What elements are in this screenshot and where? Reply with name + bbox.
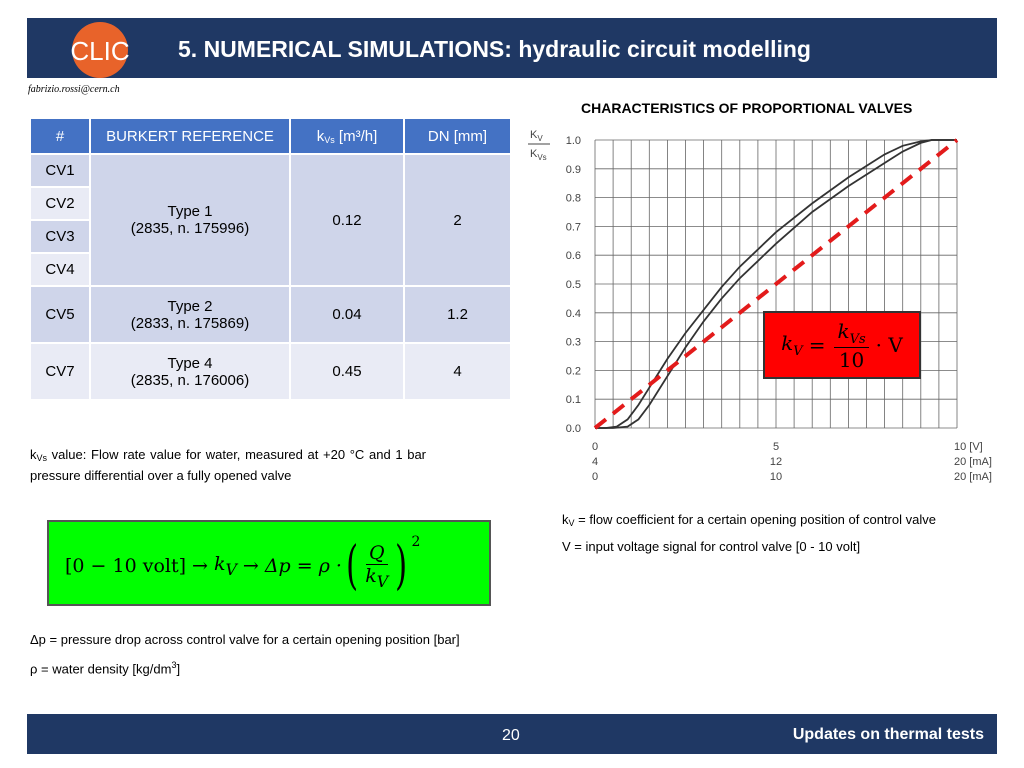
y-tick-label: 0.5 xyxy=(565,279,581,291)
valve-characteristic-chart xyxy=(520,120,1010,490)
y-axis-label xyxy=(528,129,550,162)
valve-kvs: 0.04 xyxy=(290,286,404,343)
x-tick-label: 10 xyxy=(769,471,783,483)
col-kvs-header: $k_{Vs}$ [m³/h] xyxy=(290,118,404,154)
x-tick-label: 20 [mA] xyxy=(954,456,992,468)
valve-id: CV4 xyxy=(30,253,90,286)
valve-kvs: 0.12 xyxy=(290,154,404,286)
x-tick-label: 4 xyxy=(591,456,599,468)
table-row xyxy=(30,343,511,400)
valve-id: CV1 xyxy=(30,154,90,187)
y-axis-ticks xyxy=(566,135,581,435)
author-email: fabrizio.rossi@cern.ch xyxy=(28,84,120,95)
valves-table xyxy=(29,117,512,401)
col-dn-header: DN [mm] xyxy=(404,118,511,154)
y-tick-label: 0.6 xyxy=(565,250,581,263)
table-row xyxy=(30,154,511,187)
valve-ref: Type 4 (2835, n. 176006) xyxy=(90,343,290,400)
pressure-formula-box xyxy=(47,520,491,606)
footer-title: Updates on thermal tests xyxy=(792,726,984,743)
chart-title: CHARACTERISTICS OF PROPORTIONAL VALVES xyxy=(581,100,913,116)
pressure-formula: [0 − 10 volt] → $k_V$ → Δp = ρ · ( $\frac{Q}{k_V}$ ) $^2$ xyxy=(65,534,421,596)
dp-note: Δp = pressure drop across control valve for a certain opening position [bar] xyxy=(30,632,460,647)
y-tick-label: 0.3 xyxy=(565,336,581,349)
kvs-definition: $k_{Vs}$ value: Flow rate value for water, measured at +20 °C and 1 bar pressure differential over a fully opened valve xyxy=(30,447,426,483)
y-tick-label: 0.4 xyxy=(565,307,581,320)
table-header-row xyxy=(30,118,511,154)
x-tick-label: 0 xyxy=(591,441,599,453)
svg-text:KVs: $K_{Vs}$ xyxy=(530,148,547,162)
y-tick-label: 0.9 xyxy=(565,163,581,176)
table-row xyxy=(30,286,511,343)
page-number: 20 xyxy=(502,727,520,744)
valve-ref: Type 2 (2833, n. 175869) xyxy=(90,286,290,343)
y-tick-label: 0.0 xyxy=(565,423,581,435)
kv-note: $k_V$ = flow coefficient for a certain opening position of control valve xyxy=(562,512,936,528)
linear-formula-box: $k_V$ = $\frac{k_{Vs}}{10}$ · V xyxy=(763,311,921,379)
v-note: V = input voltage signal for control valve [0 - 10 volt] xyxy=(562,539,861,554)
x-tick-label: 20 [mA] xyxy=(954,471,992,483)
valve-dn: 4 xyxy=(404,343,511,400)
x-axis-ticks xyxy=(592,441,992,483)
x-tick-label: 0 xyxy=(591,471,599,483)
valve-id: CV7 xyxy=(30,343,90,400)
rho-note: ρ = water density $[kg/dm^3]$ xyxy=(30,660,181,677)
svg-text:KV: $K_V$ xyxy=(530,129,543,143)
valve-kvs: 0.45 xyxy=(290,343,404,400)
valve-dn: 2 xyxy=(404,154,511,286)
y-tick-label: 0.7 xyxy=(565,221,581,234)
clic-logo xyxy=(64,12,136,80)
valve-id: CV2 xyxy=(30,187,90,220)
y-tick-label: 1.0 xyxy=(565,135,581,147)
svg-text:CLIC: CLIC xyxy=(70,36,130,66)
y-tick-label: 0.8 xyxy=(565,192,581,205)
col-id-header: # xyxy=(30,118,90,154)
page-title: 5. NUMERICAL SIMULATIONS: hydraulic circuit modelling xyxy=(178,36,811,62)
valve-dn: 1.2 xyxy=(404,286,511,343)
y-tick-label: 0.1 xyxy=(565,394,581,407)
col-ref-header: BURKERT REFERENCE xyxy=(90,118,290,154)
valve-id: CV3 xyxy=(30,220,90,253)
valve-id: CV5 xyxy=(30,286,90,343)
valve-ref: Type 1 (2835, n. 175996) xyxy=(90,154,290,286)
x-tick-label: 10 [V] xyxy=(954,441,983,453)
x-tick-label: 5 xyxy=(772,441,780,453)
y-tick-label: 0.2 xyxy=(565,365,581,378)
x-tick-label: 12 xyxy=(769,456,783,468)
